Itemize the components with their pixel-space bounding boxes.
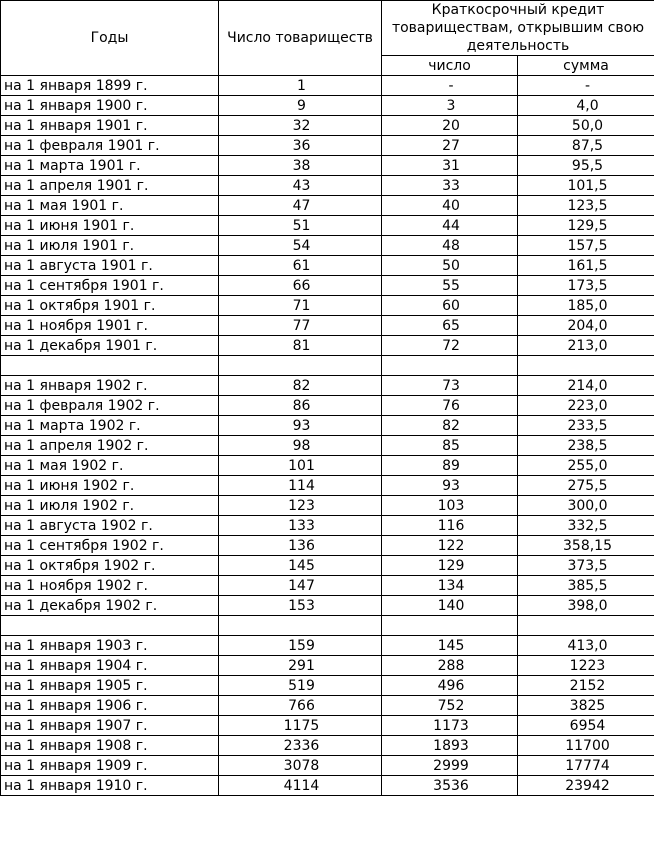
cell-year: на 1 января 1906 г. <box>1 696 219 716</box>
cell-partnership-count: 1175 <box>219 716 382 736</box>
cell-partnership-count: 136 <box>219 536 382 556</box>
cell-credit-sum <box>518 356 654 376</box>
cell-credit-sum: 413,0 <box>518 636 654 656</box>
cell-year: на 1 сентября 1901 г. <box>1 276 219 296</box>
cell-year: на 1 апреля 1901 г. <box>1 176 219 196</box>
cell-credit-number: 40 <box>382 196 518 216</box>
table-row <box>1 316 654 336</box>
table-row <box>1 756 654 776</box>
cell-partnership-count: 147 <box>219 576 382 596</box>
blank-separator-row <box>1 616 654 636</box>
cell-credit-number <box>382 356 518 376</box>
cell-year: на 1 января 1902 г. <box>1 376 219 396</box>
cell-credit-sum: 95,5 <box>518 156 654 176</box>
cell-credit-sum: 87,5 <box>518 136 654 156</box>
table-row <box>1 296 654 316</box>
table-row <box>1 696 654 716</box>
cell-credit-number: 65 <box>382 316 518 336</box>
table-row <box>1 136 654 156</box>
cell-year <box>1 356 219 376</box>
cell-partnership-count: 66 <box>219 276 382 296</box>
cell-year: на 1 декабря 1902 г. <box>1 596 219 616</box>
table-row <box>1 256 654 276</box>
cell-credit-number: 1893 <box>382 736 518 756</box>
cell-partnership-count: 38 <box>219 156 382 176</box>
header-credit-sum: сумма <box>518 56 654 76</box>
cell-credit-sum: 157,5 <box>518 236 654 256</box>
cell-partnership-count: 93 <box>219 416 382 436</box>
cell-partnership-count: 159 <box>219 636 382 656</box>
cell-credit-sum: 185,0 <box>518 296 654 316</box>
table-row <box>1 436 654 456</box>
cell-partnership-count: 291 <box>219 656 382 676</box>
cell-credit-number: 145 <box>382 636 518 656</box>
cell-year: на 1 июня 1902 г. <box>1 476 219 496</box>
cell-year: на 1 августа 1902 г. <box>1 516 219 536</box>
cell-credit-sum: 213,0 <box>518 336 654 356</box>
table-row <box>1 736 654 756</box>
table-row <box>1 336 654 356</box>
cell-credit-number: 2999 <box>382 756 518 776</box>
cell-credit-sum: 101,5 <box>518 176 654 196</box>
table-row <box>1 476 654 496</box>
cell-credit-number: 3536 <box>382 776 518 796</box>
cell-credit-number: 72 <box>382 336 518 356</box>
cell-year: на 1 января 1899 г. <box>1 76 219 96</box>
cell-year <box>1 616 219 636</box>
table-row <box>1 556 654 576</box>
cell-credit-sum: 173,5 <box>518 276 654 296</box>
cell-credit-number: 33 <box>382 176 518 196</box>
cell-credit-number: 93 <box>382 476 518 496</box>
table-row <box>1 676 654 696</box>
cell-credit-sum: 1223 <box>518 656 654 676</box>
table-body <box>1 76 654 796</box>
cell-partnership-count: 32 <box>219 116 382 136</box>
cell-year: на 1 января 1908 г. <box>1 736 219 756</box>
cell-credit-number: 50 <box>382 256 518 276</box>
cell-year: на 1 февраля 1902 г. <box>1 396 219 416</box>
cell-credit-sum: 4,0 <box>518 96 654 116</box>
table-row <box>1 496 654 516</box>
cell-credit-number: 48 <box>382 236 518 256</box>
cell-credit-sum: 300,0 <box>518 496 654 516</box>
cell-credit-sum: 398,0 <box>518 596 654 616</box>
cell-credit-sum: 214,0 <box>518 376 654 396</box>
cell-partnership-count: 3078 <box>219 756 382 776</box>
cell-year: на 1 февраля 1901 г. <box>1 136 219 156</box>
cell-credit-number: 20 <box>382 116 518 136</box>
cell-credit-sum: 17774 <box>518 756 654 776</box>
cell-credit-number: 288 <box>382 656 518 676</box>
cell-credit-sum: 2152 <box>518 676 654 696</box>
cell-credit-number <box>382 616 518 636</box>
cell-year: на 1 октября 1901 г. <box>1 296 219 316</box>
cell-partnership-count: 86 <box>219 396 382 416</box>
table-row <box>1 536 654 556</box>
cell-year: на 1 января 1909 г. <box>1 756 219 776</box>
cell-credit-number: 116 <box>382 516 518 536</box>
cell-year: на 1 января 1900 г. <box>1 96 219 116</box>
table-row <box>1 456 654 476</box>
table-row <box>1 596 654 616</box>
cell-year: на 1 января 1910 г. <box>1 776 219 796</box>
cell-partnership-count: 114 <box>219 476 382 496</box>
cell-credit-sum: 6954 <box>518 716 654 736</box>
table-row <box>1 96 654 116</box>
cell-partnership-count: 98 <box>219 436 382 456</box>
cell-year: на 1 июля 1901 г. <box>1 236 219 256</box>
cell-partnership-count: 519 <box>219 676 382 696</box>
cell-year: на 1 ноября 1901 г. <box>1 316 219 336</box>
cell-credit-number: 55 <box>382 276 518 296</box>
header-years: Годы <box>1 1 219 76</box>
table-row <box>1 196 654 216</box>
cell-year: на 1 августа 1901 г. <box>1 256 219 276</box>
cell-year: на 1 января 1907 г. <box>1 716 219 736</box>
table-row <box>1 416 654 436</box>
cell-partnership-count: 47 <box>219 196 382 216</box>
cell-credit-sum: 332,5 <box>518 516 654 536</box>
cell-credit-number: 73 <box>382 376 518 396</box>
cell-credit-sum: 204,0 <box>518 316 654 336</box>
table-row <box>1 276 654 296</box>
cell-credit-sum: 11700 <box>518 736 654 756</box>
cell-credit-number: 31 <box>382 156 518 176</box>
header-credit-number: число <box>382 56 518 76</box>
cell-credit-number: 3 <box>382 96 518 116</box>
cell-partnership-count: 1 <box>219 76 382 96</box>
cell-credit-number: 76 <box>382 396 518 416</box>
cell-year: на 1 сентября 1902 г. <box>1 536 219 556</box>
cell-partnership-count: 77 <box>219 316 382 336</box>
cell-partnership-count: 4114 <box>219 776 382 796</box>
cell-credit-number: 129 <box>382 556 518 576</box>
cell-partnership-count <box>219 616 382 636</box>
table-row <box>1 656 654 676</box>
cell-partnership-count: 36 <box>219 136 382 156</box>
table-row <box>1 156 654 176</box>
cell-partnership-count: 2336 <box>219 736 382 756</box>
cell-credit-sum: 129,5 <box>518 216 654 236</box>
cell-credit-sum: 161,5 <box>518 256 654 276</box>
cell-partnership-count: 51 <box>219 216 382 236</box>
cell-year: на 1 января 1901 г. <box>1 116 219 136</box>
table-row <box>1 636 654 656</box>
blank-separator-row <box>1 356 654 376</box>
table-row <box>1 376 654 396</box>
cell-partnership-count: 71 <box>219 296 382 316</box>
cell-year: на 1 января 1905 г. <box>1 676 219 696</box>
cell-year: на 1 апреля 1902 г. <box>1 436 219 456</box>
table-header <box>1 1 654 76</box>
cell-credit-number: 103 <box>382 496 518 516</box>
table-row <box>1 576 654 596</box>
cell-credit-sum: 238,5 <box>518 436 654 456</box>
cell-credit-sum: 385,5 <box>518 576 654 596</box>
table-row <box>1 236 654 256</box>
cell-credit-number: 44 <box>382 216 518 236</box>
cell-credit-sum: 50,0 <box>518 116 654 136</box>
cell-credit-sum <box>518 616 654 636</box>
cell-credit-sum: 373,5 <box>518 556 654 576</box>
cell-credit-sum: 358,15 <box>518 536 654 556</box>
cell-year: на 1 мая 1901 г. <box>1 196 219 216</box>
table-row <box>1 396 654 416</box>
cell-year: на 1 января 1904 г. <box>1 656 219 676</box>
cell-year: на 1 июня 1901 г. <box>1 216 219 236</box>
table-row <box>1 216 654 236</box>
cell-partnership-count: 81 <box>219 336 382 356</box>
cell-credit-number: 1173 <box>382 716 518 736</box>
cell-partnership-count: 133 <box>219 516 382 536</box>
cell-credit-sum: 3825 <box>518 696 654 716</box>
table-row <box>1 76 654 96</box>
cell-credit-number: 122 <box>382 536 518 556</box>
table-row <box>1 116 654 136</box>
cell-credit-sum: 233,5 <box>518 416 654 436</box>
cell-credit-number: - <box>382 76 518 96</box>
cell-credit-sum: 223,0 <box>518 396 654 416</box>
cell-partnership-count: 145 <box>219 556 382 576</box>
cell-partnership-count <box>219 356 382 376</box>
cell-credit-sum: 275,5 <box>518 476 654 496</box>
cell-credit-sum: 123,5 <box>518 196 654 216</box>
table-row <box>1 776 654 796</box>
cell-credit-number: 496 <box>382 676 518 696</box>
cell-credit-number: 752 <box>382 696 518 716</box>
cell-credit-number: 82 <box>382 416 518 436</box>
cell-partnership-count: 82 <box>219 376 382 396</box>
cell-credit-number: 27 <box>382 136 518 156</box>
cell-year: на 1 мая 1902 г. <box>1 456 219 476</box>
cell-year: на 1 марта 1901 г. <box>1 156 219 176</box>
cell-partnership-count: 153 <box>219 596 382 616</box>
cell-partnership-count: 123 <box>219 496 382 516</box>
cell-credit-number: 140 <box>382 596 518 616</box>
cell-credit-number: 60 <box>382 296 518 316</box>
cell-year: на 1 марта 1902 г. <box>1 416 219 436</box>
cell-year: на 1 ноября 1902 г. <box>1 576 219 596</box>
header-partnership-count: Число товариществ <box>219 1 382 76</box>
cell-year: на 1 октября 1902 г. <box>1 556 219 576</box>
cell-credit-sum: 23942 <box>518 776 654 796</box>
cell-partnership-count: 101 <box>219 456 382 476</box>
cell-year: на 1 января 1903 г. <box>1 636 219 656</box>
header-short-term-credit: Краткосрочный кредит товариществам, открывшим свою деятельность <box>382 1 654 56</box>
cell-partnership-count: 61 <box>219 256 382 276</box>
table-row <box>1 176 654 196</box>
cell-partnership-count: 54 <box>219 236 382 256</box>
cell-year: на 1 июля 1902 г. <box>1 496 219 516</box>
cell-partnership-count: 9 <box>219 96 382 116</box>
table-row <box>1 716 654 736</box>
cell-credit-sum: 255,0 <box>518 456 654 476</box>
table-row <box>1 516 654 536</box>
cell-partnership-count: 43 <box>219 176 382 196</box>
cell-credit-number: 89 <box>382 456 518 476</box>
cell-year: на 1 декабря 1901 г. <box>1 336 219 356</box>
cell-partnership-count: 766 <box>219 696 382 716</box>
cell-credit-sum: - <box>518 76 654 96</box>
cell-credit-number: 134 <box>382 576 518 596</box>
cell-credit-number: 85 <box>382 436 518 456</box>
